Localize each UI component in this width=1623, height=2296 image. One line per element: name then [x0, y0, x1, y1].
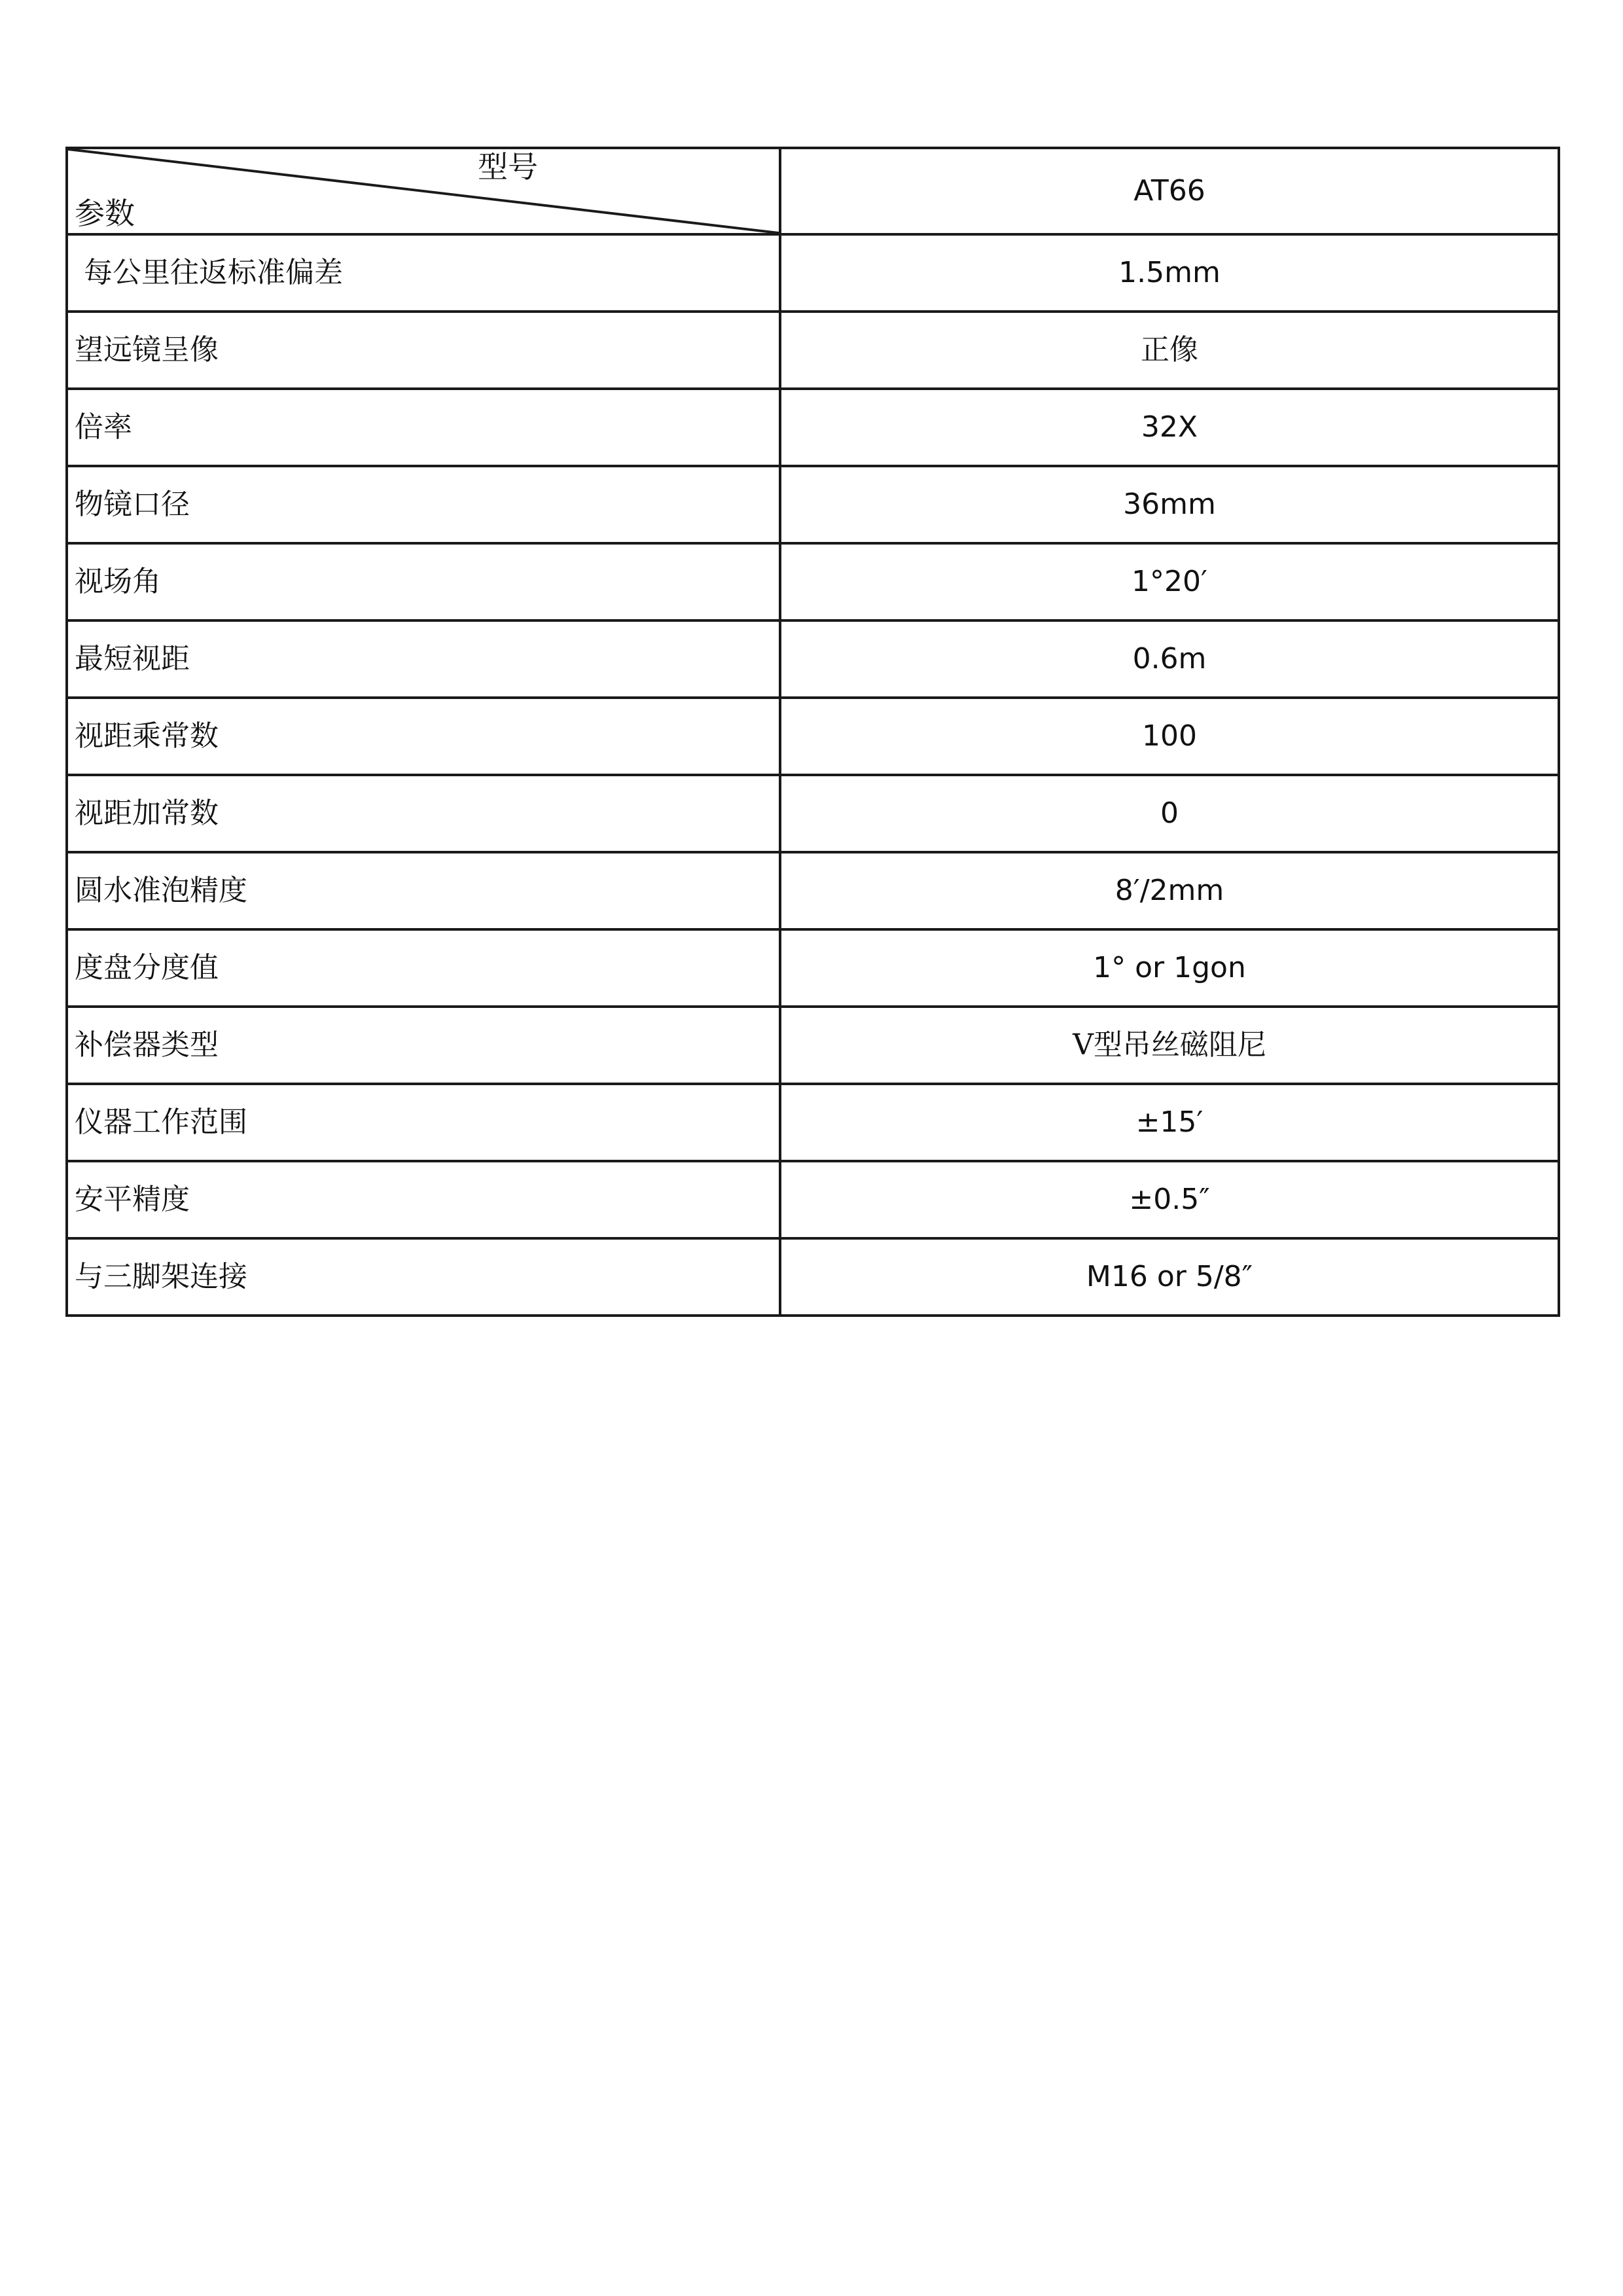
- value-cell: ±0.5″: [780, 1161, 1559, 1238]
- param-cell: 物镜口径: [67, 466, 780, 543]
- param-cell: 圆水准泡精度: [67, 852, 780, 929]
- value-cell: 8′/2mm: [780, 852, 1559, 929]
- header-model-value: AT66: [780, 148, 1559, 234]
- value-cell: M16 or 5/8″: [780, 1238, 1559, 1316]
- table-row: [67, 698, 1559, 775]
- value-cell: 1° or 1gon: [780, 929, 1559, 1007]
- param-cell: 最短视距: [67, 620, 780, 698]
- table-row: [67, 775, 1559, 852]
- param-cell: 望远镜呈像: [67, 312, 780, 389]
- param-cell: 视场角: [67, 543, 780, 620]
- value-cell: 0.6m: [780, 620, 1559, 698]
- header-model-label: 型号: [478, 149, 538, 185]
- param-cell: 与三脚架连接: [67, 1238, 780, 1316]
- table-row: [67, 389, 1559, 466]
- value-cell: 32X: [780, 389, 1559, 466]
- table-row: [67, 543, 1559, 620]
- spec-table: [65, 147, 1560, 1317]
- param-cell: 视距加常数: [67, 775, 780, 852]
- value-cell: 1°20′: [780, 543, 1559, 620]
- table-row: [67, 466, 1559, 543]
- header-param-label: 参数: [75, 195, 135, 231]
- param-cell: 仪器工作范围: [67, 1084, 780, 1161]
- param-cell: 倍率: [67, 389, 780, 466]
- param-cell: 每公里往返标准偏差: [67, 234, 780, 312]
- table-row: [67, 1161, 1559, 1238]
- diagonal-header-cell: [67, 148, 780, 234]
- table-row: [67, 1084, 1559, 1161]
- value-cell: 100: [780, 698, 1559, 775]
- header-row: [67, 148, 1559, 234]
- value-cell: ±15′: [780, 1084, 1559, 1161]
- table-row: [67, 620, 1559, 698]
- table-row: [67, 312, 1559, 389]
- value-cell: 36mm: [780, 466, 1559, 543]
- diagonal-line: [68, 149, 779, 233]
- param-cell: 安平精度: [67, 1161, 780, 1238]
- value-cell: 正像: [780, 312, 1559, 389]
- param-cell: 视距乘常数: [67, 698, 780, 775]
- value-cell: 0: [780, 775, 1559, 852]
- param-cell: 度盘分度值: [67, 929, 780, 1007]
- value-cell: 1.5mm: [780, 234, 1559, 312]
- table-row: [67, 234, 1559, 312]
- table-row: [67, 1007, 1559, 1084]
- table-row: [67, 852, 1559, 929]
- table-row: [67, 929, 1559, 1007]
- table-row: [67, 1238, 1559, 1316]
- param-cell: 补偿器类型: [67, 1007, 780, 1084]
- value-cell: V型吊丝磁阻尼: [780, 1007, 1559, 1084]
